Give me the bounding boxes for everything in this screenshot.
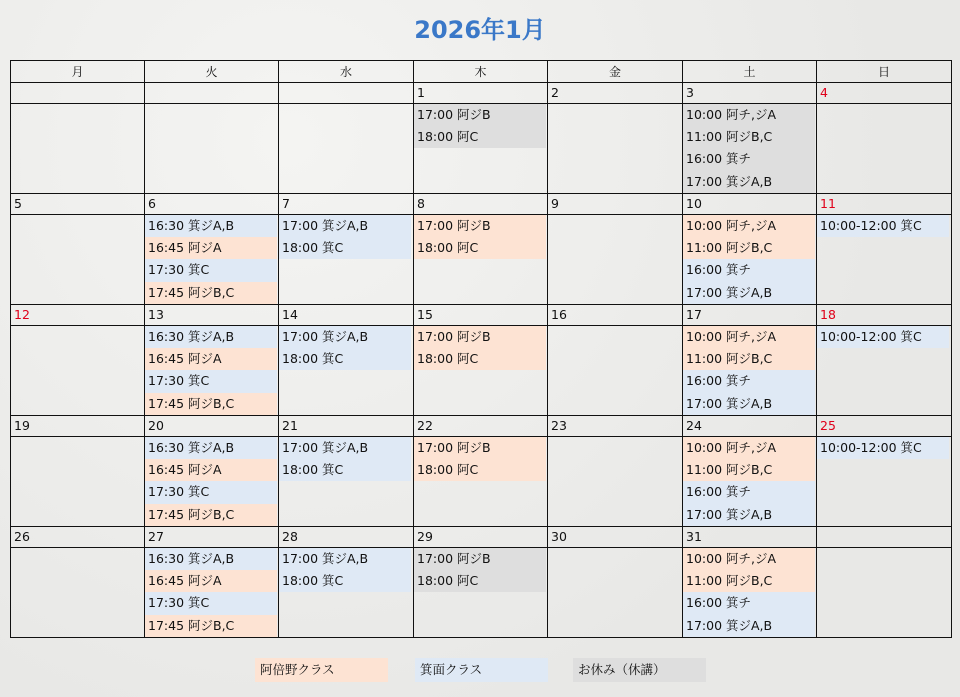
day-cell [548,437,683,527]
class-event-abeno: 17:45 阿ジB,C [145,393,277,415]
date-number: 3 [683,83,817,104]
events-row [11,437,952,527]
class-event-minoh: 16:00 箕チ [683,259,815,281]
class-event-off: 17:00 阿ジB [414,104,546,126]
class-event-abeno: 10:00 阿チ,ジA [683,437,815,459]
day-cell [683,104,817,194]
day-cell [279,104,414,194]
day-cell [11,437,145,527]
weekday-header: 火 [145,61,279,83]
date-number: 6 [145,194,279,215]
class-event-off: 18:00 阿C [414,126,546,148]
class-event-off: 16:00 箕チ [683,148,815,170]
day-cell [279,437,414,527]
class-event-off: 18:00 阿C [414,570,546,592]
events-row [11,548,952,638]
date-number: 7 [279,194,414,215]
day-cell [817,326,952,416]
class-event-abeno: 11:00 阿ジB,C [683,348,815,370]
date-number: 17 [683,305,817,326]
date-number [279,83,414,104]
date-number: 5 [11,194,145,215]
day-cell [145,215,279,305]
day-cell [683,326,817,416]
class-event-minoh: 17:00 箕ジA,B [279,437,411,459]
class-event-minoh: 17:00 箕ジA,B [683,615,815,637]
date-number: 14 [279,305,414,326]
class-event-minoh: 10:00-12:00 箕C [817,437,949,459]
day-cell [548,548,683,638]
weekday-header: 月 [11,61,145,83]
day-cell [548,215,683,305]
date-number: 22 [414,416,548,437]
class-event-minoh: 17:00 箕ジA,B [279,326,411,348]
class-event-minoh: 17:00 箕ジA,B [279,215,411,237]
class-event-minoh: 10:00-12:00 箕C [817,326,949,348]
class-event-abeno: 17:00 阿ジB [414,215,546,237]
class-event-off: 17:00 阿ジB [414,548,546,570]
calendar-grid [10,60,952,638]
day-cell [11,326,145,416]
class-event-minoh: 17:30 箕C [145,370,277,392]
date-number: 21 [279,416,414,437]
events-row [11,326,952,416]
class-event-abeno: 10:00 阿チ,ジA [683,548,815,570]
date-number-row [11,194,952,215]
date-number [817,527,952,548]
class-event-abeno: 18:00 阿C [414,348,546,370]
class-event-off: 11:00 阿ジB,C [683,126,815,148]
day-cell [145,104,279,194]
class-event-off: 10:00 阿チ,ジA [683,104,815,126]
date-number: 29 [414,527,548,548]
day-cell [817,437,952,527]
class-event-minoh: 17:30 箕C [145,592,277,614]
date-number: 11 [817,194,952,215]
class-event-abeno: 18:00 阿C [414,237,546,259]
legend-item-off: お休み（休講） [573,658,706,682]
day-cell [414,215,548,305]
class-event-minoh: 16:30 箕ジA,B [145,437,277,459]
day-cell [145,548,279,638]
class-event-minoh: 18:00 箕C [279,570,411,592]
date-number: 1 [414,83,548,104]
date-number: 4 [817,83,952,104]
date-number: 15 [414,305,548,326]
day-cell [279,548,414,638]
legend-item-abeno: 阿倍野クラス [255,658,388,682]
events-row [11,104,952,194]
weekday-header: 金 [548,61,683,83]
date-number: 12 [11,305,145,326]
legend [0,658,960,682]
date-number: 8 [414,194,548,215]
class-event-abeno: 16:45 阿ジA [145,237,277,259]
day-cell [414,104,548,194]
class-event-minoh: 17:00 箕ジA,B [683,504,815,526]
day-cell [683,437,817,527]
day-cell [683,548,817,638]
date-number: 10 [683,194,817,215]
class-event-abeno: 10:00 阿チ,ジA [683,326,815,348]
day-cell [11,548,145,638]
date-number [145,83,279,104]
weekday-header: 日 [817,61,952,83]
class-event-minoh: 17:00 箕ジA,B [683,393,815,415]
weekday-header-row [11,61,952,83]
day-cell [548,326,683,416]
day-cell [817,215,952,305]
day-cell [548,104,683,194]
class-event-abeno: 17:45 阿ジB,C [145,282,277,304]
date-number: 23 [548,416,683,437]
class-event-abeno: 16:45 阿ジA [145,570,277,592]
class-event-abeno: 17:00 阿ジB [414,437,546,459]
day-cell [11,104,145,194]
class-event-minoh: 16:00 箕チ [683,592,815,614]
date-number-row [11,416,952,437]
class-event-minoh: 16:30 箕ジA,B [145,326,277,348]
day-cell [279,326,414,416]
day-cell [279,215,414,305]
date-number: 16 [548,305,683,326]
date-number: 30 [548,527,683,548]
class-event-minoh: 17:30 箕C [145,481,277,503]
day-cell [414,437,548,527]
weekday-header: 土 [683,61,817,83]
date-number: 19 [11,416,145,437]
class-event-minoh: 18:00 箕C [279,459,411,481]
date-number: 28 [279,527,414,548]
class-event-abeno: 17:45 阿ジB,C [145,504,277,526]
date-number-row [11,305,952,326]
events-row [11,215,952,305]
legend-item-minoh: 箕面クラス [415,658,548,682]
class-event-minoh: 10:00-12:00 箕C [817,215,949,237]
date-number: 2 [548,83,683,104]
class-event-off: 17:00 箕ジA,B [683,171,815,193]
class-event-minoh: 17:00 箕ジA,B [683,282,815,304]
date-number: 24 [683,416,817,437]
date-number: 26 [11,527,145,548]
date-number: 25 [817,416,952,437]
class-event-abeno: 17:45 阿ジB,C [145,615,277,637]
class-event-minoh: 18:00 箕C [279,348,411,370]
day-cell [817,104,952,194]
class-event-abeno: 18:00 阿C [414,459,546,481]
class-event-minoh: 16:00 箕チ [683,481,815,503]
class-event-abeno: 16:45 阿ジA [145,348,277,370]
date-number-row [11,527,952,548]
date-number: 13 [145,305,279,326]
date-number: 31 [683,527,817,548]
day-cell [414,548,548,638]
class-event-abeno: 10:00 阿チ,ジA [683,215,815,237]
class-event-abeno: 11:00 阿ジB,C [683,459,815,481]
calendar-title: 2026年1月 [414,16,546,44]
date-number: 20 [145,416,279,437]
class-event-abeno: 11:00 阿ジB,C [683,237,815,259]
date-number: 18 [817,305,952,326]
day-cell [414,326,548,416]
class-event-minoh: 16:30 箕ジA,B [145,215,277,237]
date-number [11,83,145,104]
class-event-minoh: 16:00 箕チ [683,370,815,392]
day-cell [11,215,145,305]
date-number: 27 [145,527,279,548]
date-number-row [11,83,952,104]
class-event-minoh: 16:30 箕ジA,B [145,548,277,570]
weekday-header: 水 [279,61,414,83]
class-event-minoh: 18:00 箕C [279,237,411,259]
date-number: 9 [548,194,683,215]
class-event-minoh: 17:30 箕C [145,259,277,281]
class-event-abeno: 11:00 阿ジB,C [683,570,815,592]
day-cell [683,215,817,305]
class-event-abeno: 16:45 阿ジA [145,459,277,481]
day-cell [145,437,279,527]
class-event-abeno: 17:00 阿ジB [414,326,546,348]
day-cell [817,548,952,638]
day-cell [145,326,279,416]
weekday-header: 木 [414,61,548,83]
class-event-minoh: 17:00 箕ジA,B [279,548,411,570]
